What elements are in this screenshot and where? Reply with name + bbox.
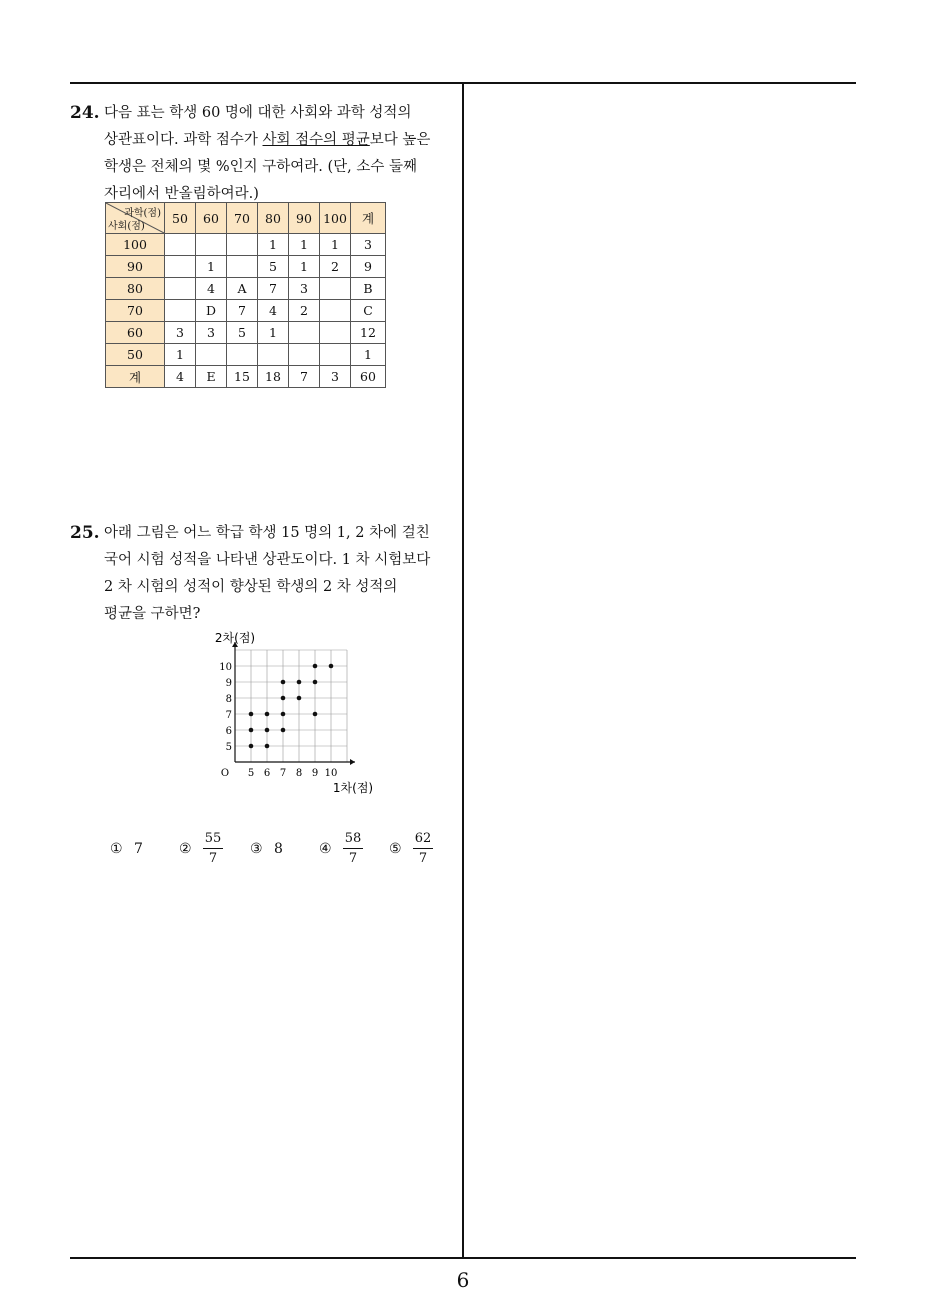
table-cell — [320, 344, 351, 366]
table-cell — [258, 344, 289, 366]
col-header: 60 — [196, 203, 227, 234]
x-tick-label: 9 — [311, 768, 319, 779]
table-cell: 3 — [320, 366, 351, 388]
row-header: 60 — [106, 322, 165, 344]
table-row-total — [106, 366, 386, 388]
data-point — [297, 696, 302, 701]
table-cell: 60 — [351, 366, 386, 388]
data-point — [297, 680, 302, 685]
data-point — [281, 712, 286, 717]
answer-choices — [105, 830, 445, 870]
x-tick-label: 7 — [279, 768, 287, 779]
table-corner-cell — [106, 203, 165, 234]
table-cell — [196, 344, 227, 366]
x-tick-label: 6 — [263, 768, 271, 779]
row-header: 70 — [106, 300, 165, 322]
question-24-text — [104, 100, 455, 208]
col-header-total: 계 — [351, 203, 386, 234]
data-point — [281, 696, 286, 701]
q24-line-2 — [104, 127, 455, 154]
row-header: 90 — [106, 256, 165, 278]
scatter-plot — [195, 630, 375, 800]
table-cell: A — [227, 278, 258, 300]
origin-label: O — [220, 768, 230, 779]
fraction-bar — [343, 848, 363, 849]
choice-4-fraction — [343, 830, 363, 867]
question-24 — [70, 100, 455, 208]
data-point — [281, 680, 286, 685]
question-25 — [70, 520, 455, 628]
q24-line-2b: 보다 높은 — [369, 132, 431, 148]
corner-top-label: 과학(점) — [124, 208, 161, 219]
table-cell — [165, 278, 196, 300]
q24-line-2a: 상관표이다. 과학 점수가 — [104, 132, 263, 148]
q24-line-3: 학생은 전체의 몇 %인지 구하여라. (단, 소수 둘째 — [104, 159, 418, 175]
table-cell: 15 — [227, 366, 258, 388]
table-cell — [289, 322, 320, 344]
data-point — [265, 712, 270, 717]
table-cell: 9 — [351, 256, 386, 278]
data-point — [313, 664, 318, 669]
correlation-table — [105, 202, 386, 388]
table-cell: 1 — [196, 256, 227, 278]
table-cell — [320, 278, 351, 300]
row-header: 100 — [106, 234, 165, 256]
table-row — [106, 278, 386, 300]
choice-2-denominator: 7 — [208, 851, 218, 866]
x-tick-label: 5 — [247, 768, 255, 779]
choice-4-mark: ④ — [319, 841, 332, 857]
table-row — [106, 256, 386, 278]
y-tick-label: 7 — [225, 710, 232, 721]
table-cell: 4 — [165, 366, 196, 388]
table-cell: 2 — [320, 256, 351, 278]
table-cell: 1 — [289, 234, 320, 256]
page-number: 6 — [456, 1268, 470, 1292]
table-cell: 1 — [320, 234, 351, 256]
table-cell: 7 — [289, 366, 320, 388]
data-point — [313, 712, 318, 717]
y-tick-label: 10 — [219, 662, 232, 673]
table-cell: 1 — [289, 256, 320, 278]
table-row — [106, 234, 386, 256]
data-point — [281, 728, 286, 733]
table-cell: 12 — [351, 322, 386, 344]
table-cell — [227, 344, 258, 366]
data-point — [249, 712, 254, 717]
table-row — [106, 344, 386, 366]
table-cell: 1 — [165, 344, 196, 366]
table-cell: D — [196, 300, 227, 322]
q24-line-4: 자리에서 반올림하여라.) — [104, 186, 259, 202]
q25-line-4: 평균을 구하면? — [104, 606, 201, 622]
choice-1-value: 7 — [134, 841, 143, 857]
table-cell: 3 — [351, 234, 386, 256]
x-axis-arrow — [350, 759, 355, 765]
choice-2-mark: ② — [179, 841, 192, 857]
table-cell — [320, 322, 351, 344]
table-cell: 5 — [227, 322, 258, 344]
y-tick-label: 5 — [225, 742, 232, 753]
table-cell — [165, 300, 196, 322]
col-header: 100 — [320, 203, 351, 234]
choice-2-fraction — [203, 830, 223, 867]
x-tick-label: 8 — [295, 768, 303, 779]
choice-3-mark: ③ — [250, 841, 263, 857]
fraction-bar — [203, 848, 223, 849]
table-cell: B — [351, 278, 386, 300]
table-cell — [320, 300, 351, 322]
table-row — [106, 322, 386, 344]
y-tick-label: 6 — [225, 726, 232, 737]
table-cell: 1 — [258, 234, 289, 256]
row-header: 50 — [106, 344, 165, 366]
q25-line-1: 아래 그림은 어느 학급 학생 15 명의 1, 2 차에 걸친 — [104, 525, 430, 541]
data-point — [249, 744, 254, 749]
q25-line-2: 국어 시험 성적을 나타낸 상관도이다. 1 차 시험보다 — [104, 552, 431, 568]
choice-4-numerator: 58 — [344, 831, 362, 846]
table-row — [106, 300, 386, 322]
table-cell — [289, 344, 320, 366]
table-cell: 3 — [289, 278, 320, 300]
table-cell — [165, 256, 196, 278]
choice-5-mark: ⑤ — [389, 841, 402, 857]
table-cell: 3 — [196, 322, 227, 344]
x-axis-label: 1차(점) — [332, 781, 374, 795]
y-tick-label: 8 — [225, 694, 232, 705]
table-cell: 1 — [258, 322, 289, 344]
choice-5-fraction — [413, 830, 433, 867]
question-25-number: 25. — [70, 523, 100, 543]
table-cell: 4 — [196, 278, 227, 300]
choice-5-numerator: 62 — [414, 831, 432, 846]
table-cell: 1 — [351, 344, 386, 366]
choice-1-mark: ① — [110, 841, 123, 857]
data-point — [265, 744, 270, 749]
fraction-bar — [413, 848, 433, 849]
table-cell: 18 — [258, 366, 289, 388]
x-tick-label: 10 — [324, 768, 338, 779]
y-axis-label: 2차(점) — [214, 631, 256, 645]
table-cell — [165, 234, 196, 256]
q25-line-3: 2 차 시험의 성적이 향상된 학생의 2 차 성적의 — [104, 579, 398, 595]
col-header: 70 — [227, 203, 258, 234]
table-cell: 5 — [258, 256, 289, 278]
table-cell: 7 — [258, 278, 289, 300]
col-header: 90 — [289, 203, 320, 234]
table-cell: 2 — [289, 300, 320, 322]
table-cell — [227, 256, 258, 278]
table-cell: E — [196, 366, 227, 388]
table-cell: C — [351, 300, 386, 322]
corner-bottom-label: 사회(점) — [108, 221, 145, 232]
data-point — [313, 680, 318, 685]
table-cell: 4 — [258, 300, 289, 322]
col-header: 80 — [258, 203, 289, 234]
choice-5-denominator: 7 — [418, 851, 428, 866]
q24-underlined-phrase: 사회 점수의 평균 — [262, 132, 370, 148]
question-25-text — [104, 520, 455, 628]
column-divider — [462, 82, 464, 1259]
choice-4-denominator: 7 — [348, 851, 358, 866]
table-cell — [227, 234, 258, 256]
col-header: 50 — [165, 203, 196, 234]
choice-3-value: 8 — [274, 841, 283, 857]
question-24-number: 24. — [70, 103, 100, 123]
table-cell — [196, 234, 227, 256]
bottom-rule — [70, 1257, 856, 1259]
row-header: 계 — [106, 366, 165, 388]
q24-line-1: 다음 표는 학생 60 명에 대한 사회와 과학 성적의 — [104, 105, 412, 121]
row-header: 80 — [106, 278, 165, 300]
choice-2-numerator: 55 — [204, 831, 222, 846]
data-point — [249, 728, 254, 733]
data-point — [329, 664, 334, 669]
table-cell: 7 — [227, 300, 258, 322]
data-point — [265, 728, 270, 733]
y-tick-label: 9 — [225, 678, 232, 689]
table-cell: 3 — [165, 322, 196, 344]
